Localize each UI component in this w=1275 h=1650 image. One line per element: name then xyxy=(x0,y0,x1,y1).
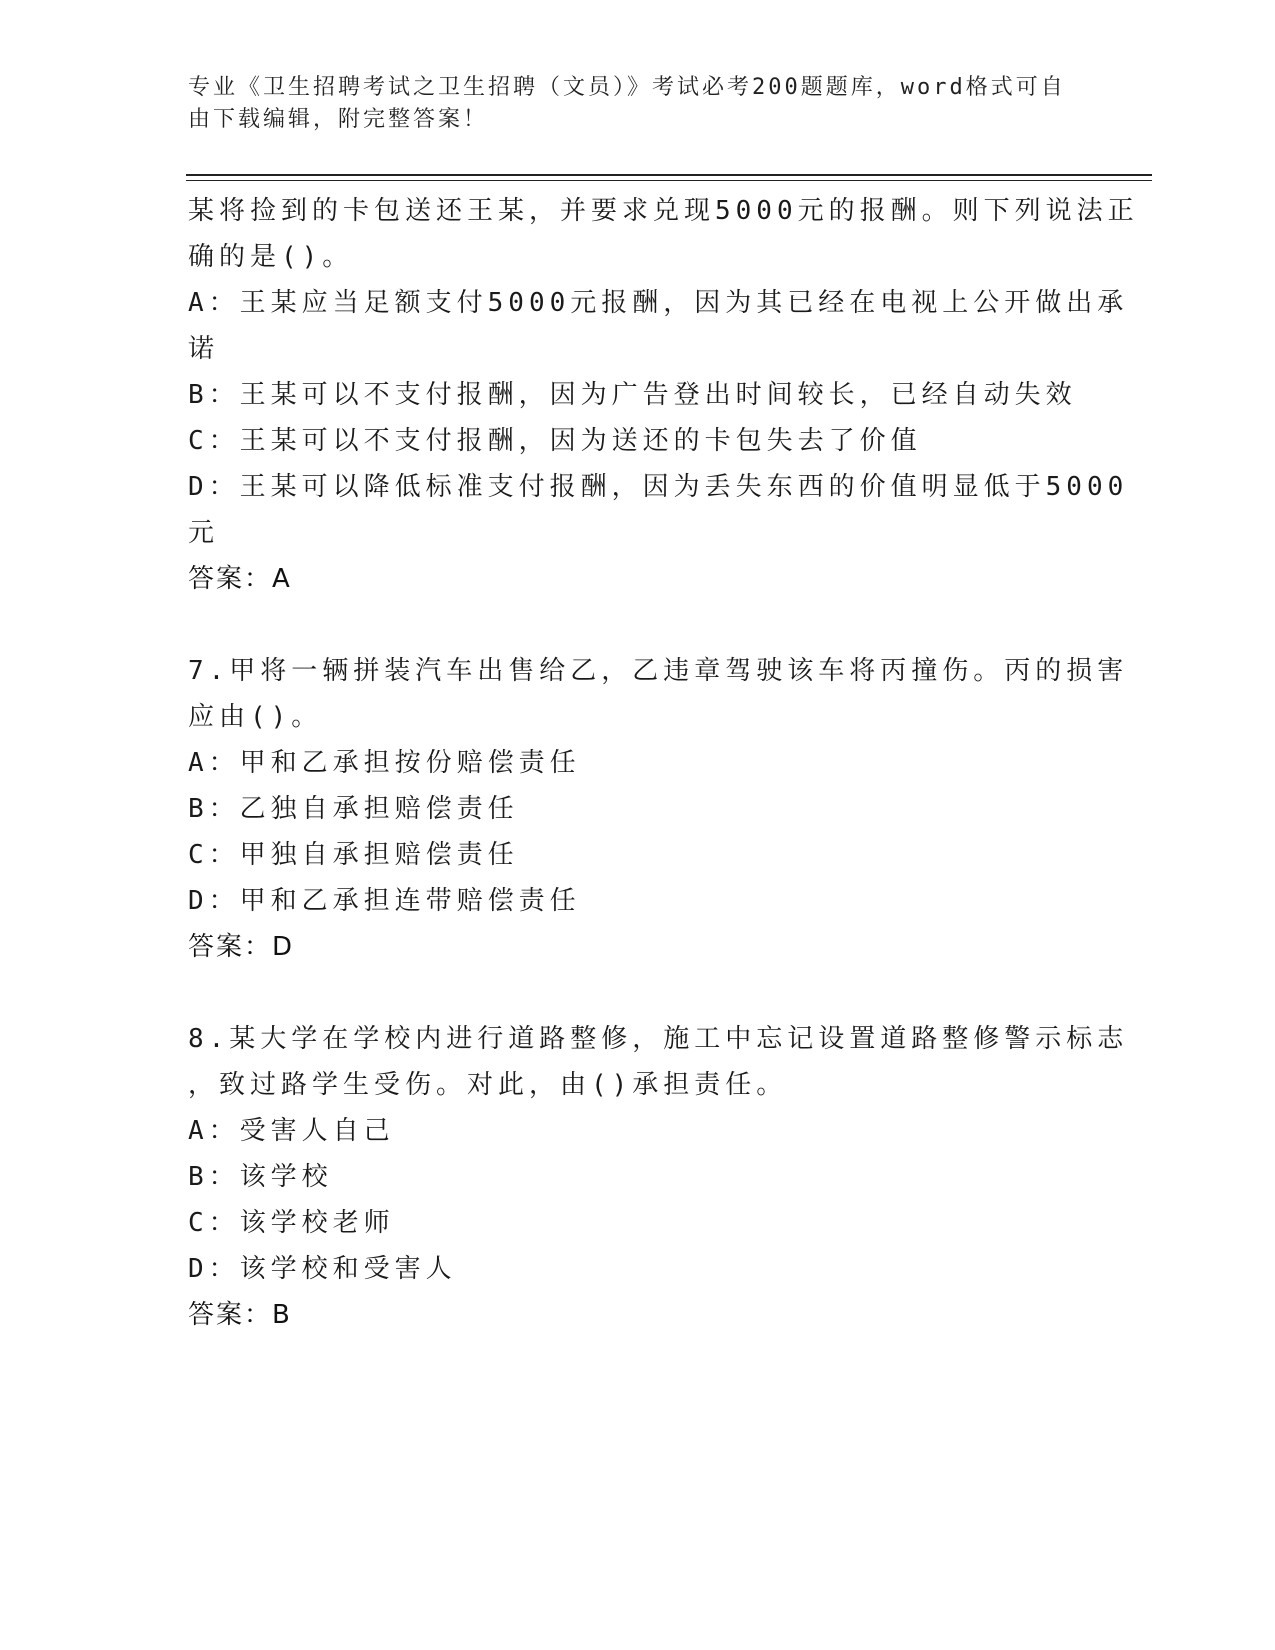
option-d: D：王某可以降低标准支付报酬，因为丢失东西的价值明显低于5000 xyxy=(188,472,1129,502)
question-stem-line: 7.甲将一辆拼装汽车出售给乙，乙违章驾驶该车将丙撞伤。丙的损害 xyxy=(188,656,1129,686)
header-divider-thick xyxy=(186,174,1152,176)
option-a: A：王某应当足额支付5000元报酬，因为其已经在电视上公开做出承 xyxy=(188,288,1129,318)
header-line-2: 由下载编辑，附完整答案！ xyxy=(188,107,489,132)
option-c: C：该学校老师 xyxy=(188,1208,395,1238)
answer-label: 答案：B xyxy=(188,1300,292,1330)
question-stem-line: ，致过路学生受伤。对此，由()承担责任。 xyxy=(188,1070,788,1100)
spacer xyxy=(188,970,1088,1016)
question-7 xyxy=(188,648,1129,970)
header-divider-thin xyxy=(186,180,1152,181)
option-d: D：该学校和受害人 xyxy=(188,1254,457,1284)
answer-label: 答案：A xyxy=(188,564,292,594)
answer-label: 答案：D xyxy=(188,932,295,962)
question-stem-line: 应由()。 xyxy=(188,702,323,732)
question-stem-line: 8.某大学在学校内进行道路整修，施工中忘记设置道路整修警示标志 xyxy=(188,1024,1129,1054)
option-d: D：甲和乙承担连带赔偿责任 xyxy=(188,886,581,916)
option-b: B：乙独自承担赔偿责任 xyxy=(188,794,519,824)
spacer xyxy=(188,602,1088,648)
question-6 xyxy=(188,188,1139,602)
question-stem-line: 某将捡到的卡包送还王某，并要求兑现5000元的报酬。则下列说法正 xyxy=(188,196,1139,226)
question-8 xyxy=(188,1016,1129,1338)
option-a: A：甲和乙承担按份赔偿责任 xyxy=(188,748,581,778)
option-a: A：受害人自己 xyxy=(188,1116,395,1146)
option-c: C：王某可以不支付报酬，因为送还的卡包失去了价值 xyxy=(188,426,922,456)
option-d-continued: 元 xyxy=(188,518,220,548)
question-content xyxy=(188,188,1139,1338)
option-c: C：甲独自承担赔偿责任 xyxy=(188,840,519,870)
document-header xyxy=(188,72,1068,136)
option-b: B：王某可以不支付报酬，因为广告登出时间较长，已经自动失效 xyxy=(188,380,1077,410)
question-stem-line: 确的是()。 xyxy=(188,242,354,272)
header-line-1: 专业《卫生招聘考试之卫生招聘（文员）》考试必考200题题库，word格式可自 xyxy=(188,75,1066,100)
option-b: B：该学校 xyxy=(188,1162,333,1192)
option-a-continued: 诺 xyxy=(188,334,220,364)
